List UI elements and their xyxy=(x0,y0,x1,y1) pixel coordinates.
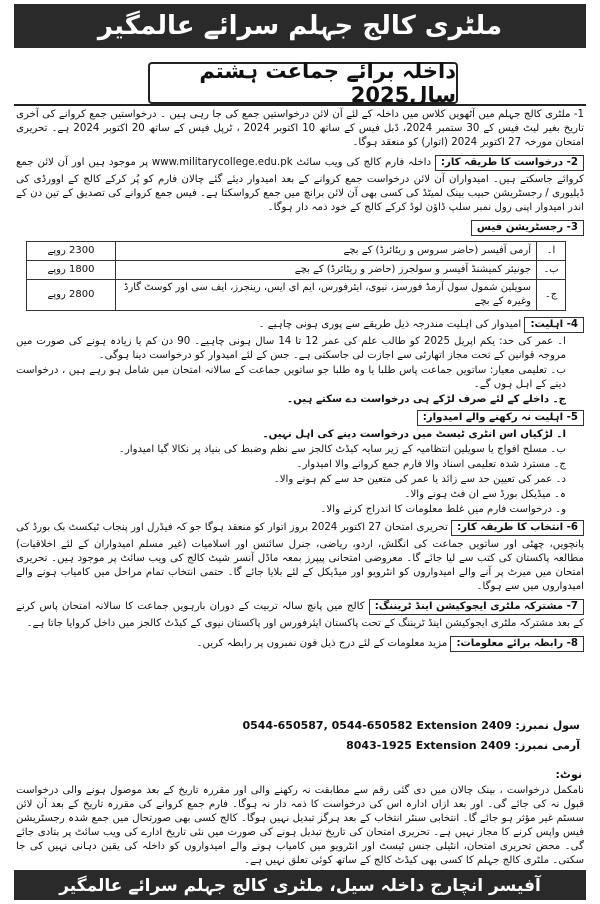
note-text: نامکمل درخواست ، بینک چالان میں دی گئی رقم سے مطابقت نہ رکھنے والی اور مقررہ تاریخ کے بعد موصول ہونے والی درخواست قبول نہ کی جائے گی۔ اور بعد ازاں ادارہ اس کی درخواست کا ذمہ دار نہ ہوگا۔ فارم جمع کروانے کی مقررہ تاریخ کے بعد آن لائن سسٹم غیر مؤثر ہو جائے گا۔ انتخابی سنٹر انتخاب کے بعد ہرگز تبدیل نہیں ہوگا۔ کالج کسی بھی صورتحال میں جمع شدہ رجسٹریشن فیس واپس کرنے کا مجاز نہیں ہے۔ تحریری امتحان کی تاریخ تبدیل ہونے کی صورت میں نئی تاریخ ادارے کی ویب سائٹ پر بتادی جائے گی۔ محض تحریری امتحان، انٹیلی جنس ٹیسٹ اور انٹرویو میں کامیاب ہونے والے امیدواروں کو داخلہ کی یقین دہانی نہیں کی جا سکتی۔ ملٹری کالج جہلم کا کسی بھی کیڈٹ کالج کے ساتھ کوئی تعلق نہیں ہے۔ xyxy=(16,785,584,866)
fee-row xyxy=(27,261,566,280)
eligibility-item: ج۔ داخلے کے لئے صرف لڑکے ہی درخواست دے سکتے ہیں۔ xyxy=(287,394,566,405)
section-7-text: کالج میں پانچ سالہ تربیت کے دوران بارہویں جماعت کا سالانہ امتحان پاس کرنے کے بعد مشترکہ ملٹری ایجوکیشن اینڈ ٹریننگ کے تحت پاکستان ایئرفورس اور پاکستان نیوی کے کیڈٹ کالجز میں داخل کروایا جاتا ہے۔ xyxy=(16,601,584,629)
section-4 xyxy=(16,315,584,407)
contact-numbers xyxy=(242,716,580,756)
ineligible-item: ب۔ مسلح افواج یا سویلین انتظامیہ کے زیر سایہ کیڈٹ کالجز سے نظم وضبط کی بنیاد پر نکالا گیا امیدوار۔ xyxy=(118,444,566,455)
fee-label: ا۔ xyxy=(537,242,566,261)
fee-desc: سویلین شمول سول آرمڈ فورسز، نیوی، ایئرفورس، ایم ای ایس، رینجرز، ایف سی اور کوسٹ گارڈ وغیرہ کے بچے xyxy=(116,280,537,311)
section-2 xyxy=(16,153,584,215)
section-6-text: تحریری امتحان 27 اکتوبر 2024 بروز اتوار کو منعقد ہوگا جو کہ فیڈرل اور پنجاب ٹیکسٹ بک بورڈ کی پانچویں، چھٹی اور ساتویں جماعت کی انگلش، اردو، ریاضی، جنرل سائنس اور اسلامیات (غیر مسلم امیدواران کے لئے اخلاقیات) مطالعہ پاکستان کی کتب سے لیا جائے گا۔ معروضی امتحانی پیپرز بمعہ ماڈل آنسر شیٹ کالج کی ویب سائٹ پر موجود ہیں۔ تحریری امتحان میں میرٹ پر آنے والے امیدواروں کو انٹرویو اور میڈیکل کے لئے بلایا جائے گا۔ حتمی انتخاب تمام مراحل میں کامیاب ہونے والے امیدواروں میں سے ہوگا۔ xyxy=(16,522,584,592)
army-phone-label: آرمی نمبرز: xyxy=(514,739,580,752)
army-phone-numbers[interactable]: 8043-1925 Extension 2409 xyxy=(346,739,512,752)
fee-row xyxy=(27,280,566,311)
ineligible-item: د۔ عمر کی تعیین حد سے زائد یا عمر کی متعین حد سے کم ہونے والا۔ xyxy=(273,474,566,485)
fee-desc: آرمی آفیسر (حاضر سروس و ریٹائرڈ) کے بچے xyxy=(116,242,537,261)
eligibility-item: ا۔ عمر کی حد: یکم اپریل 2025 کو طالب علم کی عمر 12 تا 14 سال ہونی چاہیے۔ 90 دن کم یا زیادہ ہونے کی صورت میں مروجہ قوانین کے تحت مجاز اتھارٹی سے اجازت لی جاسکتی ہے۔ جس کے لئے امیدوار کو درخواست دینا ہوگی۔ xyxy=(16,336,566,361)
college-title-banner: ملٹری کالج جہلم سرائے عالمگیر xyxy=(14,4,586,48)
section-5-heading: 5- اہلیت نہ رکھنے والے امیدوار: xyxy=(417,410,584,426)
section-8-heading: 8- رابطہ برائے معلومات: xyxy=(450,636,584,652)
fee-desc: جونیئر کمیشنڈ آفیسر و سولجرز (حاضر و ریٹائرڈ) کے بچے xyxy=(116,261,537,280)
section-4-intro: امیدوار کی اہلیت مندرجہ ذیل طریقے سے پوری ہونی چاہیے ۔ xyxy=(258,319,522,330)
civil-phone-line xyxy=(242,716,580,736)
fee-amount: 1800 روپے xyxy=(27,261,116,280)
fee-amount: 2300 روپے xyxy=(27,242,116,261)
footer-banner: آفیسر انچارج داخلہ سیل، ملٹری کالج جہلم سرائے عالمگیر xyxy=(14,870,586,900)
civil-phone-label: سول نمبرز: xyxy=(515,719,580,732)
section-6 xyxy=(16,518,584,594)
note-title: نوٹ: xyxy=(555,768,582,781)
ineligible-item: ج۔ مسترد شدہ تعلیمی اسناد والا فارم جمع کروانے والا امیدوار۔ xyxy=(296,459,566,470)
section-6-heading: 6- انتخاب کا طریقہ کار: xyxy=(451,520,584,536)
fees-table xyxy=(26,241,566,311)
army-phone-line xyxy=(242,736,580,756)
section-5 xyxy=(16,408,584,517)
divider xyxy=(14,104,586,106)
section-7 xyxy=(16,597,584,631)
fee-label: ب۔ xyxy=(537,261,566,280)
fee-label: ج۔ xyxy=(537,280,566,311)
eligibility-item: ب۔ تعلیمی معیار: ساتویں جماعت پاس طلبا یا وہ طلبا جو ساتویں جماعت کے سالانہ امتحان میں شامل ہو رہے ہیں ، درخواست دینے کے اہل ہوں گے۔ xyxy=(16,365,566,390)
section-3 xyxy=(16,218,584,311)
civil-phone-numbers[interactable]: 0544-650587, 0544-650582 Extension 2409 xyxy=(242,719,512,732)
section-1: 1- ملٹری کالج جہلم میں آٹھویں کلاس میں داخلہ کے لئے آن لائن درخواستیں جمع کی جا رہی ہیں ۔ درخواستیں جمع کروانے کی آخری تاریخ بغیر لیٹ فیس کے 30 ستمبر 2024، ڈبل فیس کے ساتھ 10 اکتوبر 2024 ، ٹرپل فیس کے ساتھ 20 اکتوبر 2024 ہے۔ تحریری امتحان مورخہ 27 اکتوبر 2024 (اتوار) کو منعقد ہوگا۔ xyxy=(16,109,584,148)
section-2-heading: 2- درخواست کا طریقہ کار: xyxy=(435,155,584,171)
section-8 xyxy=(16,634,584,654)
notice-body xyxy=(16,108,584,657)
ineligible-item: و۔ درخواست فارم میں غلط معلومات کا اندراج کرنے والا۔ xyxy=(320,504,566,515)
section-2-text: داخلہ فارم کالج کی ویب سائٹ www.militarycollege.edu.pk پر موجود ہیں اور آن لائن جمع کروائے جاسکتے ہیں۔ امیدواران آن لائن درخواست جمع کروانے کے بعد امیدوار دیئے گئے چالان فارم کو پُر کرکے کالج کے اوورڈی کی ڈیلیوری / رجسٹریشن حبیب بینک لمیٹڈ کی کسی بھی آن لائن برانچ میں جمع کرواسکتا ہے۔ فیس جمع کروانے کی تصدیق کے تین دن کے اندر امیدوار اپنی رول نمبر سلپ ڈاؤن لوڈ کرکے کالج کے خود ذمہ دار ہوگا۔ xyxy=(16,157,584,213)
section-7-heading: 7- مشترکہ ملٹری ایجوکیشن اینڈ ٹریننگ: xyxy=(369,599,584,615)
fee-row xyxy=(27,242,566,261)
section-4-heading: 4- اہلیت: xyxy=(524,317,584,333)
admission-subtitle: داخلہ برائے جماعت ہشتم سال2025 xyxy=(148,62,458,104)
fee-amount: 2800 روپے xyxy=(27,280,116,311)
ineligible-item: ہ۔ میڈیکل بورڈ سے ان فٹ ہونے والا۔ xyxy=(404,489,566,500)
ineligible-item: ا۔ لڑکیاں اس انٹری ٹیسٹ میں درخواست دینے کی اہل نہیں۔ xyxy=(262,429,566,440)
section-8-text: مزید معلومات کے لئے درج ذیل فون نمبروں پر رابطہ کریں۔ xyxy=(196,638,448,649)
section-3-heading: 3- رجسٹریشن فیس xyxy=(471,220,584,236)
